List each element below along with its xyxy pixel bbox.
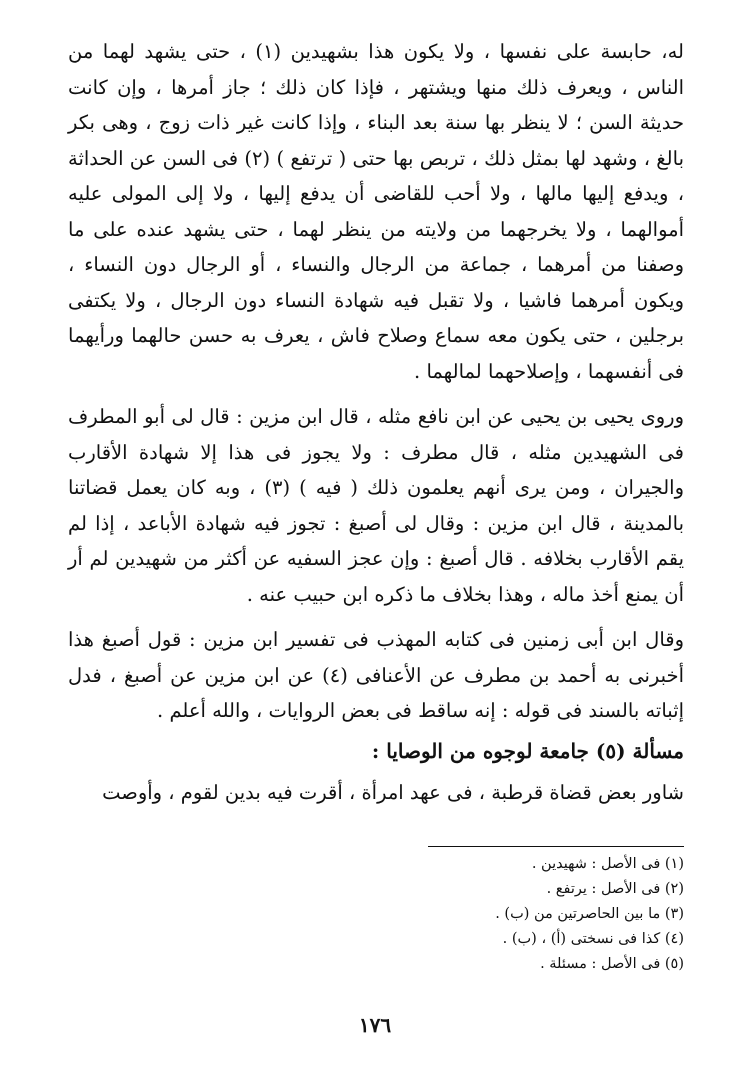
footnote: (٢) فى الأصل : يرتفع .	[546, 881, 684, 897]
paragraph-3: وقال ابن أبى زمنين فى كتابه المهذب فى تفسير ابن مزين : قول أصبغ هذا أخبرنى به أحمد بن مطرف عن الأعنافى (٤) عن ابن مزين عن أصبغ ، فدل إثباته بالسند فى قوله : إنه ساقط فى بعض الروايات ، والله أعلم .	[68, 628, 684, 722]
footnotes	[68, 852, 684, 977]
footnote: (٤) كذا فى نسختى (أ) ، (ب) .	[502, 931, 684, 947]
paragraph-2: وروى يحيى بن يحيى عن ابن نافع مثله ، قال ابن مزين : قال لى أبو المطرف فى الشهيدين مثله ، قال مطرف : ولا يجوز فى هذا إلا شهادة الأقارب والجيران ، ومن يرى أنهم يعلمون ذلك ( فيه ) (٣) ، وبه كان يعمل قضاتنا بالمدينة ، قال ابن مزين : وقال لى أصبغ : تجوز فيه شهادة الأباعد ، إذا لم يقم الأقارب بخلافه . قال أصبغ : وإن عجز السفيه عن أكثر من شهيدين لم أر أن يمنع أخذ ماله ، وهذا بخلاف ما ذكره ابن حبيب عنه .	[68, 405, 684, 606]
footnote: (١) فى الأصل : شهيدين .	[531, 856, 684, 872]
main-text	[68, 34, 684, 810]
footnote: (٥) فى الأصل : مسئلة .	[540, 956, 684, 972]
paragraph-4: شاور بعض قضاة قرطبة ، فى عهد امرأة ، أقرت فيه بدين لقوم ، وأوصت	[102, 780, 684, 804]
footnote: (٣) ما بين الحاصرتين من (ب) .	[495, 906, 684, 922]
page-number: ١٧٦	[358, 1013, 392, 1037]
section-heading: مسألة (٥) جامعة لوجوه من الوصايا :	[371, 738, 684, 763]
footnote-divider	[428, 846, 684, 847]
paragraph-1: له، حابسة على نفسها ، ولا يكون هذا بشهيدين (١) ، حتى يشهد لهما من الناس ، ويعرف ذلك منها ويشتهر ، فإذا كان ذلك ؛ جاز أمرها ، وإن كانت حديثة السن ؛ لا ينظر بها سنة بعد البناء ، وإذا كانت غير ذات زوج ، وهى بكر بالغ ، وشهد لها بمثل ذلك ، تربص بها حتى ( ترتفع ) (٢) فى السن عن الحداثة ، ويدفع إليها مالها ، ولا أحب للقاضى أن يدفع إليها ، ولا إلى المولى عليه أموالهما ، ولا يخرجهما من ولايته من ينظر لهما ، حتى يشهد عنده على ما وصفنا من أمرهما ، جماعة من الرجال والنساء ، أو الرجال دون النساء ، ويكون أمرهما فاشيا ، ولا تقبل فيه شهادة النساء دون الرجال ، ولا يكتفى برجلين ، حتى يكون معه سماع وصلاح فاش ، يعرف به حسن حالهما ورأيهما فى أنفسهما ، وإصلاحهما لمالهما .	[68, 40, 684, 383]
